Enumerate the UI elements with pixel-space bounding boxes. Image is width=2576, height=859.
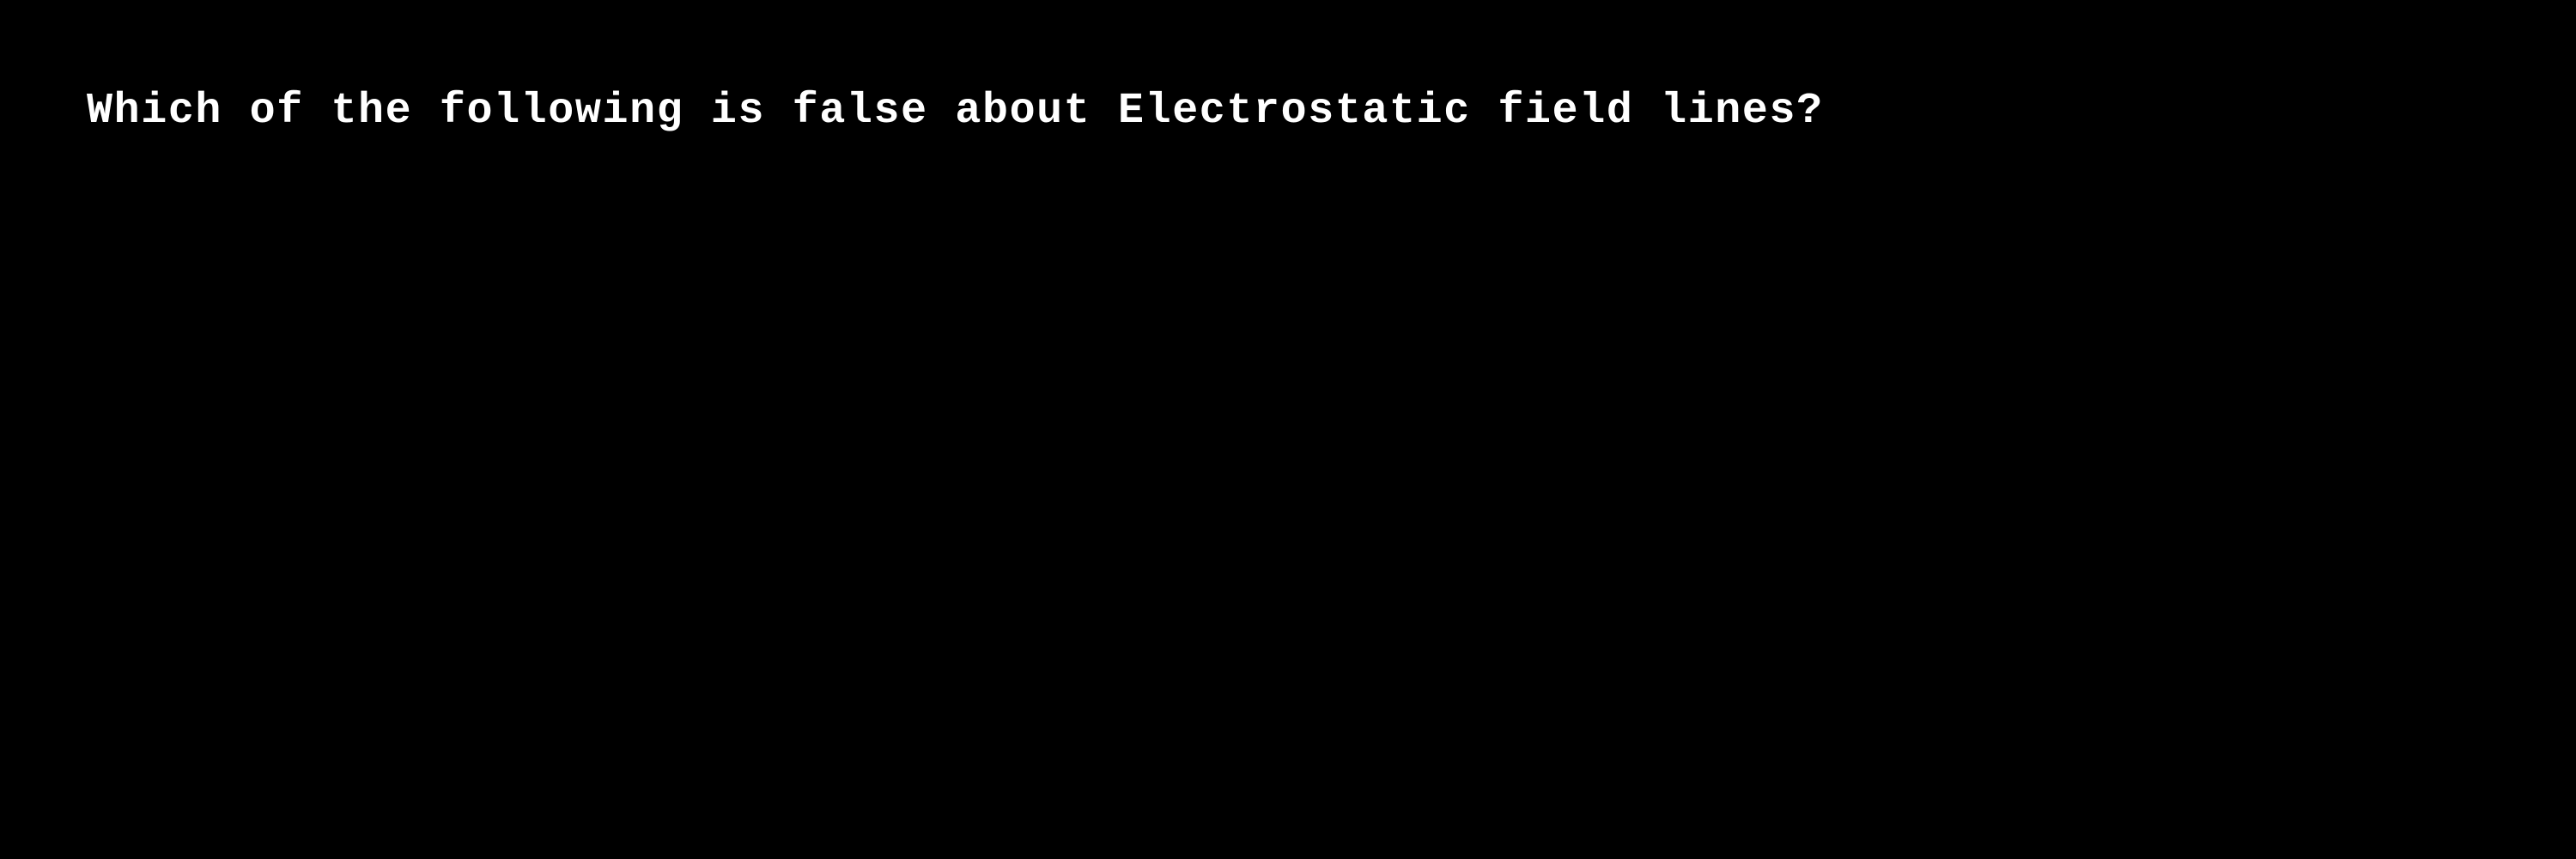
question-text: Which of the following is false about Electrostatic field lines? [87,87,1824,136]
